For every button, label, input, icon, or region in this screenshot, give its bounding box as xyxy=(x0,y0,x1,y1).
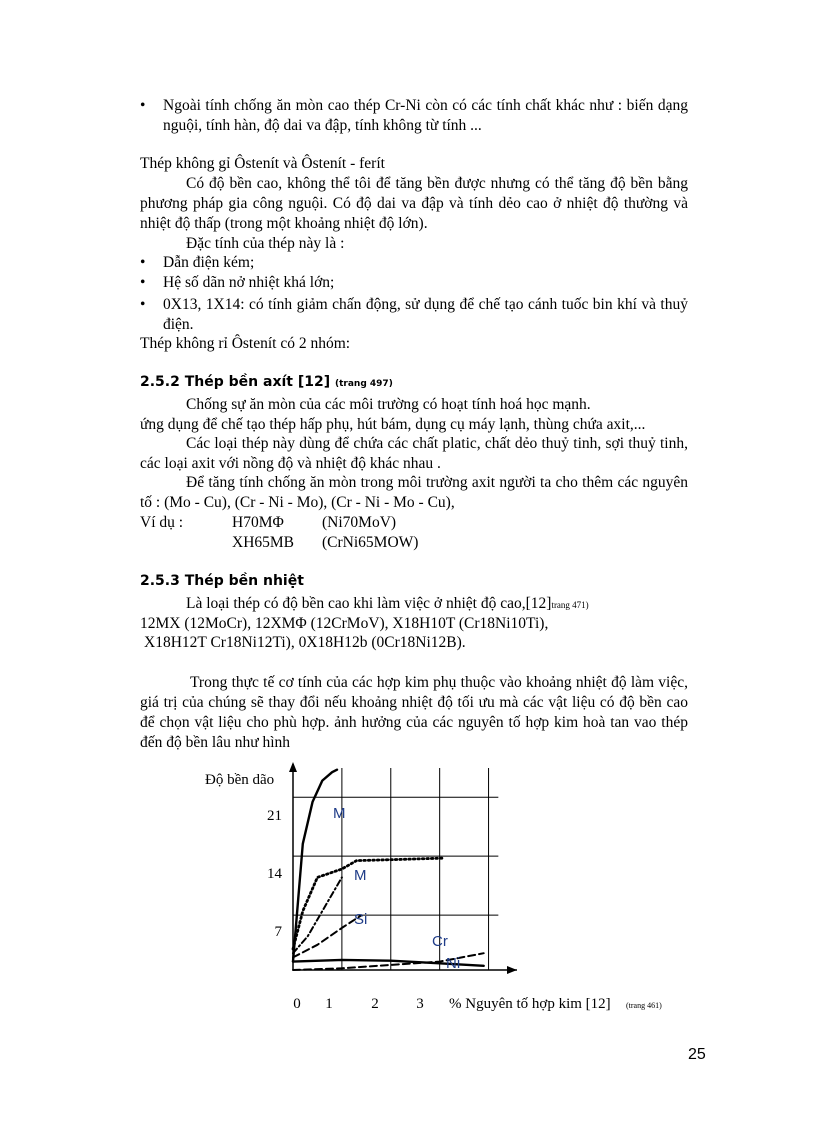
heading-text: 2.5.2 Thép bền axít [12] xyxy=(140,374,331,390)
heat-line1-ref: trang 471) xyxy=(551,600,589,610)
series-label-m: M xyxy=(354,867,367,884)
section-heading-heat-resistant: 2.5.3 Thép bền nhiệt xyxy=(140,573,304,589)
y-axis-label: Độ bền dão xyxy=(205,772,275,788)
x-tick-label: 1 xyxy=(325,996,333,1012)
creep-strength-chart xyxy=(0,760,816,1060)
paragraph-acid-line1: Chống sự ăn mòn của các môi trường có hoạt tính hoá học mạnh. xyxy=(186,396,591,413)
y-axis-arrow xyxy=(289,762,297,772)
x-tick-label: 2 xyxy=(371,996,379,1012)
heat-line1-text: Là loại thép có độ bền cao khi làm việc ở nhiệt độ cao,[12] xyxy=(186,595,552,612)
heading-page-ref: (trang 497) xyxy=(335,379,393,389)
bullet-marker: • xyxy=(140,296,146,313)
paragraph-acid-line2: ứng dụng để chế tạo thép hấp phụ, hút bám, dụng cụ máy lạnh, thùng chứa axit,... xyxy=(140,416,646,433)
bullet-marker: • xyxy=(140,274,146,291)
x-axis-arrow xyxy=(507,966,517,974)
example-code: H70MΦ xyxy=(232,514,284,531)
example-formula: (CrNi65MOW) xyxy=(322,534,419,551)
y-tick-label: 21 xyxy=(267,808,282,824)
series-label-m: M xyxy=(333,805,346,822)
series-label-cr: Cr xyxy=(432,933,448,950)
series-label-si: Si xyxy=(354,911,368,928)
paragraph-heat-grades1: 12MX (12MoCr), 12XMΦ (12CrMoV), X18H10T (Cr18Ni10Ti), xyxy=(140,615,549,632)
series-line-m xyxy=(293,858,445,949)
series-line-m xyxy=(293,770,337,962)
bullet-marker: • xyxy=(140,254,146,271)
bullet-text-turbine: 0X13, 1X14: có tính giảm chấn động, sử dụng để chế tạo cánh tuốc bin khí và thuỷ điện. xyxy=(163,296,688,333)
paragraph-heat-practice: Trong thực tế cơ tính của các hợp kim phụ thuộc vào khoảng nhiệt độ làm việc, giá trị của chúng sẽ thay đổi nếu khoảng nhiệt độ tối ưu mà các vật liệu có độ bền cao để chọn vật liệu cho phù hợp. ảnh hưởng của các nguyên tố hợp kim hoà tan vao thép đến độ bền lâu như hình xyxy=(140,674,688,751)
series-line-si xyxy=(293,915,361,957)
paragraph-heat-grades2: X18H12T Cr18Ni12Ti), 0X18H12b (0Cr18Ni12B). xyxy=(144,634,466,651)
paragraph-heat-line1 xyxy=(186,594,589,615)
bullet-marker: • xyxy=(140,97,146,114)
paragraph-austenite-strength: Có độ bền cao, không thể tôi để tăng bền được nhưng có thể tăng độ bền bằng phương pháp gia công nguội. Có độ dai va đập và tính dẻo cao ở nhiệt độ thường và nhiệt độ thấp (trong một khoảng nhiệt độ lớn). xyxy=(140,175,688,232)
bullet-text-properties: Ngoài tính chống ăn mòn cao thép Cr-Ni còn có các tính chất khác như : biến dạng nguội, tính hàn, độ dai va đập, tính không từ tính ... xyxy=(163,97,688,134)
bullet-text-expansion: Hệ số dãn nở nhiệt khá lớn; xyxy=(163,274,335,291)
x-tick-label: 0 xyxy=(293,996,301,1012)
y-tick-label: 14 xyxy=(267,866,282,882)
paragraph-two-groups: Thép không rỉ Ôstenít có 2 nhóm: xyxy=(140,335,351,352)
paragraph-acid-containers: Các loại thép này dùng để chứa các chất platic, chất dẻo thuỷ tinh, sợi thuỷ tinh, các loại axit với nồng độ và nhiệt độ khác nhau . xyxy=(140,435,688,472)
x-axis-label-ref: (trang 461) xyxy=(626,1001,662,1010)
paragraph-acid-elements: Để tăng tính chống ăn mòn trong môi trường axit người ta cho thêm các nguyên tố : (Mo - Cu), (Cr - Ni - Mo), (Cr - Ni - Mo - Cu), xyxy=(140,474,688,511)
paragraph-properties-intro: Đặc tính của thép này là : xyxy=(186,235,345,252)
page-number: 25 xyxy=(688,1046,706,1063)
bullet-text-conductivity: Dẫn điện kém; xyxy=(163,254,255,271)
section-title-austenite: Thép không gỉ Ôstenít và Ôstenít - ferít xyxy=(140,155,385,172)
series-label-ni: Ni xyxy=(446,955,461,972)
example-code: XH65MB xyxy=(232,534,295,551)
example-label: Ví dụ : xyxy=(140,514,184,531)
section-heading-acid-resistant xyxy=(140,374,393,390)
example-formula: (Ni70MoV) xyxy=(322,514,397,531)
x-tick-label: 3 xyxy=(416,996,424,1012)
x-axis-label: % Nguyên tố hợp kim [12] xyxy=(449,996,611,1012)
y-tick-label: 7 xyxy=(274,924,282,940)
